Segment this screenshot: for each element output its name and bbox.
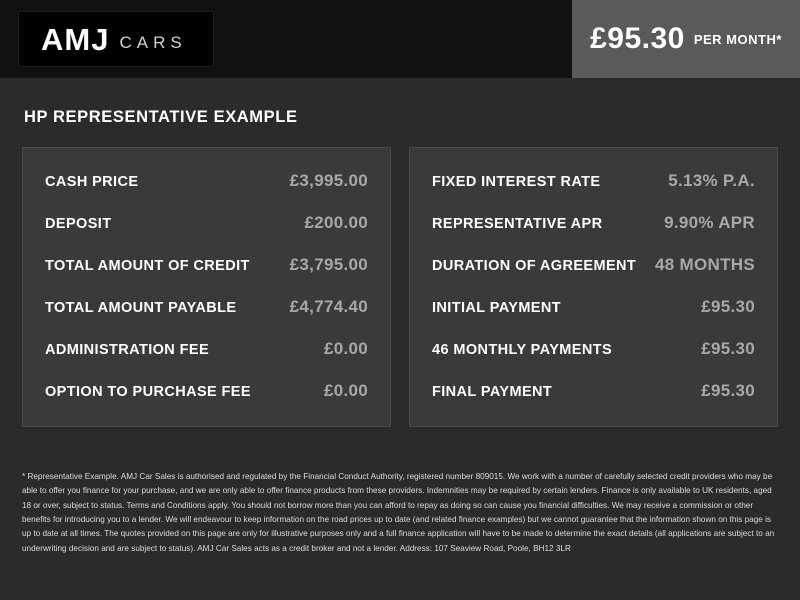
- table-row: [428, 286, 759, 328]
- page-title: HP REPRESENTATIVE EXAMPLE: [24, 108, 298, 126]
- row-value: 9.90% APR: [664, 213, 755, 232]
- row-label: REPRESENTATIVE APR: [432, 216, 603, 232]
- monthly-price-badge: [572, 0, 800, 78]
- row-value: £3,795.00: [289, 255, 368, 274]
- left-details-panel: [22, 147, 391, 427]
- row-value: £0.00: [323, 381, 368, 400]
- row-label: TOTAL AMOUNT PAYABLE: [45, 300, 237, 316]
- row-label: DEPOSIT: [45, 216, 112, 232]
- row-label: INITIAL PAYMENT: [432, 300, 561, 316]
- row-label: CASH PRICE: [45, 174, 139, 190]
- row-label: TOTAL AMOUNT OF CREDIT: [45, 258, 250, 274]
- table-row: [41, 286, 372, 328]
- row-label: 46 MONTHLY PAYMENTS: [432, 342, 613, 358]
- row-value: £4,774.40: [289, 297, 368, 316]
- table-row: [428, 244, 759, 286]
- row-label: ADMINISTRATION FEE: [45, 342, 210, 358]
- monthly-price-amount: £95.30: [590, 22, 685, 55]
- logo-secondary-text: CARS: [119, 32, 187, 52]
- row-value: £0.00: [323, 339, 368, 358]
- table-row: [41, 244, 372, 286]
- page-header: [0, 0, 800, 78]
- row-value: 5.13% P.A.: [668, 171, 755, 190]
- table-row: [428, 160, 759, 202]
- row-value: £200.00: [304, 213, 368, 232]
- table-row: [41, 328, 372, 370]
- table-row: [41, 370, 372, 412]
- row-label: DURATION OF AGREEMENT: [432, 258, 637, 274]
- header-brand-area: [0, 0, 572, 78]
- row-value: 48 MONTHS: [655, 255, 755, 274]
- table-row: [428, 328, 759, 370]
- row-value: £95.30: [701, 381, 755, 400]
- row-value: £3,995.00: [289, 171, 368, 190]
- row-value: £95.30: [701, 339, 755, 358]
- finance-details-panels: [0, 127, 800, 427]
- monthly-price-period: PER MONTH*: [693, 31, 782, 47]
- amj-cars-logo: [18, 11, 214, 67]
- table-row: [41, 202, 372, 244]
- row-value: £95.30: [701, 297, 755, 316]
- disclaimer-text: * Representative Example. AMJ Car Sales is authorised and regulated by the Financial Conduct Authority, registered number 809015. We work with a number of carefully selected credit providers who may be able to offer you finance for your purchase, and we are only able to offer finance products from these providers. Indemnities may be required by certain lenders. Finance is only available to UK residents, aged 18 or over, subject to status. Terms and Conditions apply. You should not borrow more than you can afford to repay as doing so can cause you financial difficulties. We may receive a commission or other benefits for introducing you to a lender. We will endeavour to keep information on the road prices up to date (and related finance examples) but we cannot guarantee that the information shown on this page is up to date at all times. The quotes provided on this page are only for illustrative purposes only and a full finance application will have to be made to determine the exact details (all applications are subject to an underwriting decision and are subject to status). AMJ Car Sales acts as a credit broker and not a lender. Address: 107 Seaview Road, Poole, BH12 3LR: [22, 472, 775, 553]
- row-label: FINAL PAYMENT: [432, 384, 553, 400]
- table-row: [428, 202, 759, 244]
- right-details-panel: [409, 147, 778, 427]
- row-label: OPTION TO PURCHASE FEE: [45, 384, 251, 400]
- logo-primary-text: AMJ: [41, 21, 110, 57]
- row-label: FIXED INTEREST RATE: [432, 174, 601, 190]
- table-row: [428, 370, 759, 412]
- table-row: [41, 160, 372, 202]
